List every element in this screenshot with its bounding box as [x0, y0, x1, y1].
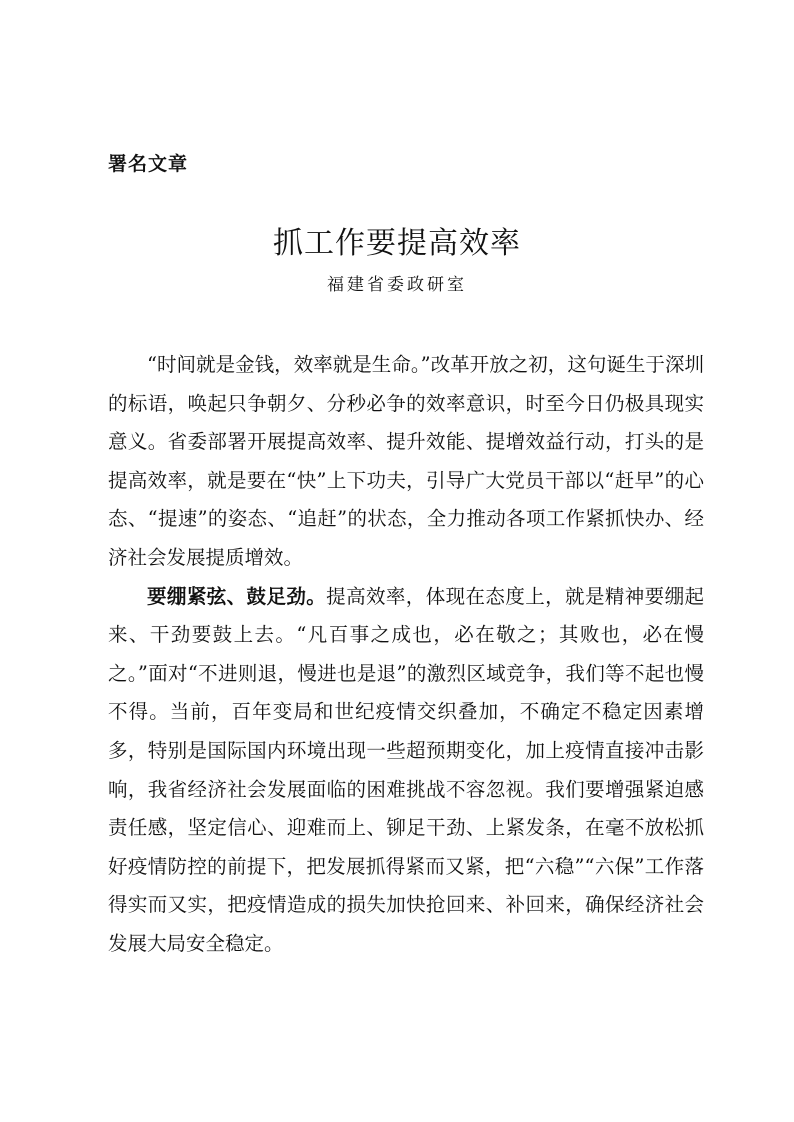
section-label: 署名文章 — [108, 153, 189, 175]
article-body — [108, 346, 704, 964]
article-author: 福建省委政研室 — [327, 275, 467, 295]
paragraph-1-text: “时间就是金钱，效率就是生命。”改革开放之初，这句诞生于深圳的标语，唤起只争朝夕、分秒必争的效率意识，时至今日仍极具现实意义。省委部署开展提高效率、提升效能、提增效益行动，打头的是提高效率，就是要在“快”上下功夫，引导广大党员干部以“赶早”的心态、“提速”的姿态、“追赶”的状态，全力推动各项工作紧抓快办、经济社会发展提质增效。 — [108, 353, 704, 569]
paragraph-2-lead: 要绷紧弦、鼓足劲。 — [147, 584, 327, 608]
article-title: 抓工作要提高效率 — [273, 226, 521, 261]
paragraph-2 — [108, 578, 704, 964]
paragraph-1 — [108, 346, 704, 578]
paragraph-2-text: 提高效率，体现在态度上，就是精神要绷起来、干劲要鼓上去。“凡百事之成也，必在敬之；其败也，必在慢之。”面对“不进则退，慢进也是退”的激烈区域竞争，我们等不起也慢不得。当前，百年变局和世纪疫情交织叠加，不确定不稳定因素增多，特别是国际国内环境出现一些超预期变化，加上疫情直接冲击影响，我省经济社会发展面临的困难挑战不容忽视。我们要增强紧迫感责任感，坚定信心、迎难而上、铆足干劲、上紧发条，在毫不放松抓好疫情防控的前提下，把发展抓得紧而又紧，把“六稳”“六保”工作落得实而又实，把疫情造成的损失加快抢回来、补回来，确保经济社会发展大局安全稳定。 — [108, 584, 704, 955]
